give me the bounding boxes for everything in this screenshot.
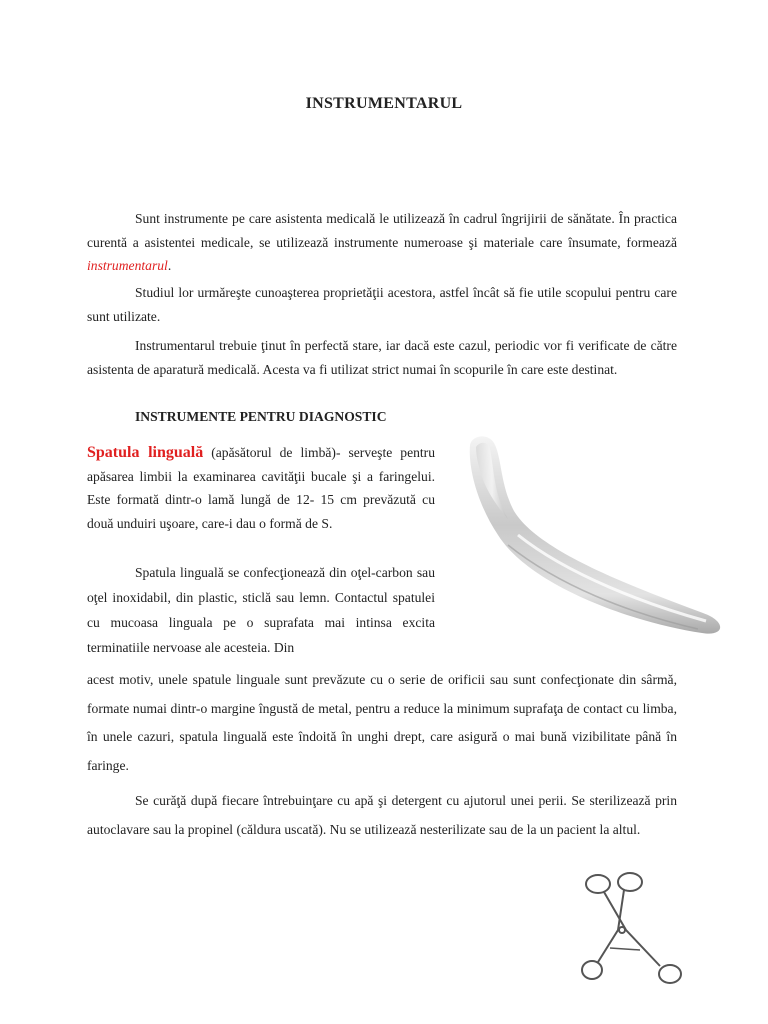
spatula-materials-part1: Spatula linguală se confecţionează din oţel-carbon sau oţel inoxidabil, din plastic, sticlă sau lemn. Contactul spatulei cu mucoasa linguala pe o suprafata mai intinsa excita terminatiile nervoase ale acesteia. Din — [87, 565, 435, 655]
page-title: INSTRUMENTARUL — [305, 95, 463, 112]
intro-text: Sunt instrumente pe care asistenta medicală le utilizează în cadrul îngrijirii de sănătate. În practica curentă a asistentei medicale, se utilizează instrumente numeroase şi materiale care însumate, formează — [87, 211, 677, 250]
spatula-description — [87, 441, 435, 535]
instrumentarul-highlight: instrumentarul — [87, 258, 168, 273]
spatula-desc-text: (apăsătorul de limbă)- serveşte pentru apăsarea limbii la examinarea cavităţii bucale şi a faringelui. Este formată dintr-o lamă lungă de 12- 15 cm prevăzută cu două unduiri uşoare, care-i dau o formă de S. — [87, 445, 435, 531]
spatula-title: Spatula linguală — [87, 444, 204, 461]
intro-period: . — [167, 258, 172, 273]
spatula-cleaning: Se curăţă după fiecare întrebuinţare cu apă şi detergent cu ajutorul unei perii. Se sterilizează prin autoclavare sau la propinel (căldura uscată). Nu se utilizează nesterilizate sau de la un pacient la altul. — [87, 793, 677, 837]
tongue-forceps-image — [570, 870, 690, 985]
intro-paragraph — [87, 207, 677, 278]
section-heading: INSTRUMENTE PENTRU DIAGNOSTIC — [135, 409, 387, 424]
tongue-depressor-image — [448, 425, 738, 637]
paragraph-study: Studiul lor urmăreşte cunoaşterea proprietăţii acestora, astfel încât să fie utile scopului pentru care sunt utilizate. — [87, 285, 677, 324]
paragraph-maintenance: Instrumentarul trebuie ţinut în perfectă stare, iar dacă este cazul, periodic vor fi verificate de către asistenta de aparatură medicală. Acesta va fi utilizat strict numai în scopurile în care este destinat. — [87, 338, 677, 377]
spatula-materials-part2: acest motiv, unele spatule linguale sunt prevăzute cu o serie de orificii sau sunt confecţionate din sârmă, formate numai dintr-o margine îngustă de metal, pentru a reduce la minimum suprafaţa de contact cu limba, în unele cazuri, spatula linguală este îndoită în unghi drept, care asigură o mai bună vizibilitate până în faringe. — [87, 672, 677, 773]
